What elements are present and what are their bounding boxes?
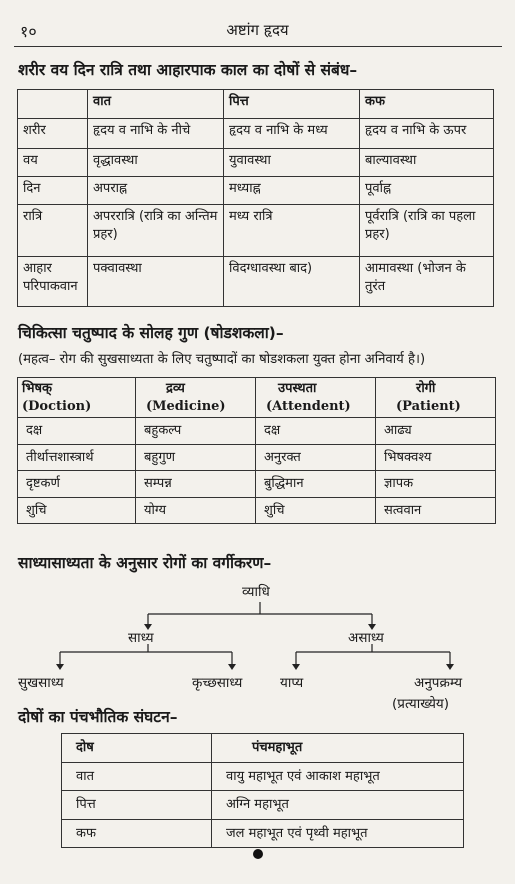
header-cell: रोगी (Patient): [376, 378, 496, 418]
table-row: [18, 257, 494, 307]
header-cell: उपस्थता (Attendent): [256, 378, 376, 418]
leaf-node: सुखसाध्य: [18, 675, 64, 691]
table-cell: हृदय व नाभि के मध्य: [224, 119, 360, 149]
table-cell: अपररात्रि (रात्रि का अन्तिम प्रहर): [88, 205, 224, 257]
table-header-row: [18, 378, 496, 418]
table-cell: दक्ष: [18, 418, 136, 445]
table-cell: तीर्थात्तशास्त्रार्थ: [18, 444, 136, 471]
section-dosha-relation-heading: शरीर वय दिन रात्रि तथा आहारपाक काल का दोषों से संबंध–: [18, 61, 358, 79]
page-header: [0, 0, 515, 46]
table-row: [62, 762, 464, 791]
header-cell: भिषक् (Doction): [18, 378, 136, 418]
table-row: [18, 418, 496, 445]
table-cell: आढ्य: [376, 418, 496, 445]
leaf-node: अनुपक्रम्य: [414, 675, 463, 691]
table-cell: युवावस्था: [224, 149, 360, 177]
table-cell: हृदय व नाभि के नीचे: [88, 119, 224, 149]
table-cell: योग्य: [136, 497, 256, 524]
table-row: [18, 497, 496, 524]
table-cell: दक्ष: [256, 418, 376, 445]
table-row: [18, 119, 494, 149]
table-cell: अपराह्न: [88, 177, 224, 205]
table-row: [62, 819, 464, 848]
section-classification-heading: साध्यासाध्यता के अनुसार रोगों का वर्गीकरण–: [18, 554, 272, 572]
section-panchabhautik-heading: दोषों का पंचभौतिक संघटन–: [18, 708, 178, 726]
header-cell: द्रव्य (Medicine): [136, 378, 256, 418]
leaf-node: कृच्छसाध्य: [192, 675, 243, 691]
table-cell: दृष्टकर्ण: [18, 471, 136, 498]
header-cell: कफ: [360, 90, 494, 119]
table-cell: वात: [62, 762, 212, 791]
row-label: शरीर: [18, 119, 88, 149]
row-label: दिन: [18, 177, 88, 205]
header-english: (Attendent): [266, 398, 351, 414]
header-english: (Medicine): [146, 398, 226, 414]
table-cell: पित्त: [62, 791, 212, 820]
section-chatushpad-heading: चिकित्सा चतुष्पाद के सोलह गुण (षोडशकला)–: [18, 324, 284, 342]
classification-tree: [0, 580, 515, 720]
header-cell: पित्त: [224, 90, 360, 119]
table-cell: भिषक्वश्य: [376, 444, 496, 471]
panchabhautik-table: [61, 733, 464, 848]
table-cell: बहुकल्प: [136, 418, 256, 445]
importance-note: (महत्व– रोग की सुखसाध्यता के लिए चतुष्पादों का षोडशकला युक्त होना अनिवार्य है।): [18, 352, 426, 367]
leaf-note: (प्रत्याख्येय): [392, 696, 450, 712]
header-english: (Doction): [22, 398, 92, 414]
row-label: रात्रि: [18, 205, 88, 257]
table-cell: वृद्धावस्था: [88, 149, 224, 177]
table-cell: ज्ञापक: [376, 471, 496, 498]
table-cell: शुचि: [256, 497, 376, 524]
table-cell: वायु महाभूत एवं आकाश महाभूत: [212, 762, 464, 791]
table-cell: आमावस्था (भोजन के तुरंत: [360, 257, 494, 307]
chatushpad-table: [17, 377, 496, 524]
dosha-relation-table: [17, 89, 494, 307]
table-cell: मध्याह्न: [224, 177, 360, 205]
running-title: अष्टांग हृदय: [226, 21, 289, 39]
header-english: (Patient): [396, 398, 461, 414]
table-header-row: [18, 90, 494, 119]
table-cell: बाल्यावस्था: [360, 149, 494, 177]
table-cell: बुद्धिमान: [256, 471, 376, 498]
root-node: व्याधि: [242, 584, 270, 600]
row-label: आहार परिपाकवान: [18, 257, 88, 307]
branch-asadhya: असाध्य: [348, 630, 384, 646]
table-row: [18, 177, 494, 205]
table-cell: अनुरक्त: [256, 444, 376, 471]
row-label: वय: [18, 149, 88, 177]
table-cell: पूर्वाह्न: [360, 177, 494, 205]
table-cell: बहुगुण: [136, 444, 256, 471]
table-row: [18, 149, 494, 177]
table-cell: सत्ववान: [376, 497, 496, 524]
leaf-node: याप्य: [280, 675, 304, 691]
table-cell: शुचि: [18, 497, 136, 524]
header-cell: [18, 90, 88, 119]
table-row: [18, 471, 496, 498]
header-cell: पंचमहाभूत: [212, 734, 464, 763]
table-cell: पक्वावस्था: [88, 257, 224, 307]
table-cell: कफ: [62, 819, 212, 848]
footer-dot: [253, 849, 263, 859]
table-row: [18, 444, 496, 471]
table-cell: मध्य रात्रि: [224, 205, 360, 257]
header-rule: [14, 46, 502, 47]
table-cell: अग्नि महाभूत: [212, 791, 464, 820]
header-cell: वात: [88, 90, 224, 119]
table-cell: जल महाभूत एवं पृथ्वी महाभूत: [212, 819, 464, 848]
page-number: १०: [20, 22, 37, 41]
table-cell: सम्पन्न: [136, 471, 256, 498]
table-header-row: [62, 734, 464, 763]
header-cell: दोष: [62, 734, 212, 763]
branch-sadhya: साध्य: [128, 630, 154, 646]
table-row: [62, 791, 464, 820]
table-cell: विदग्धावस्था बाद): [224, 257, 360, 307]
table-cell: हृदय व नाभि के ऊपर: [360, 119, 494, 149]
table-row: [18, 205, 494, 257]
table-cell: पूर्वरात्रि (रात्रि का पहला प्रहर): [360, 205, 494, 257]
